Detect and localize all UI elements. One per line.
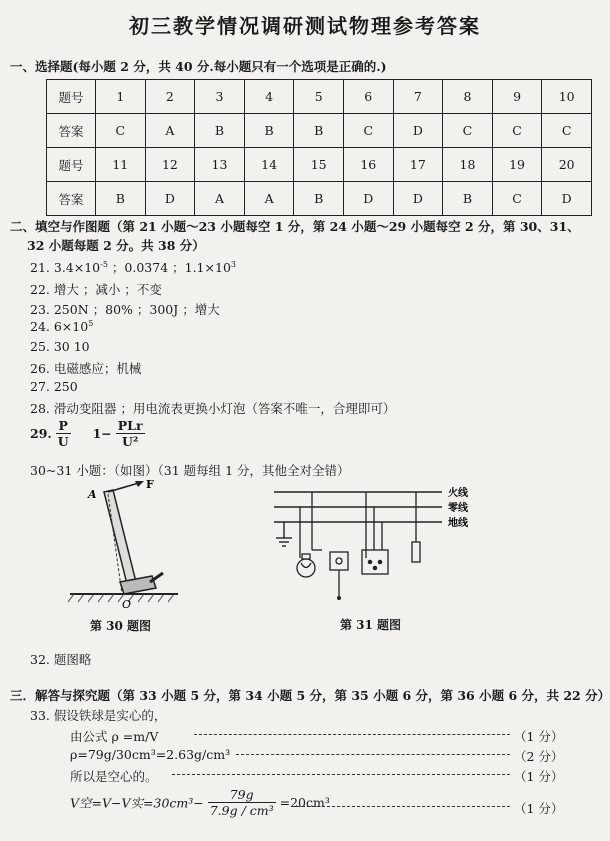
fraction-p-over-u xyxy=(56,418,71,449)
exponent: -5 xyxy=(100,259,108,269)
table-cell: 8 xyxy=(443,80,493,114)
score-label: （1 分） xyxy=(514,801,564,816)
table-cell: 10 xyxy=(542,80,592,114)
fuse-branch xyxy=(412,492,420,562)
answer-23: 23. 250N ；80% ；300J ；增大 xyxy=(30,302,220,317)
answer-32: 32. 题图略 xyxy=(30,652,92,667)
table-cell: A xyxy=(244,182,294,216)
denominator: 7.9g / cm³ xyxy=(209,803,274,818)
answer-33-intro: 33. 假设铁球是实心的， xyxy=(30,708,167,723)
answer-22: 22. 增大 ；减小 ；不变 xyxy=(30,282,162,297)
table-cell: C xyxy=(492,182,542,216)
row-label: 题号 xyxy=(47,80,96,114)
table-cell: 19 xyxy=(492,148,542,182)
earth-symbol-icon xyxy=(276,522,292,546)
denominator: U xyxy=(57,434,69,449)
score-label: （1 分） xyxy=(514,769,564,784)
table-cell: 4 xyxy=(244,80,294,114)
socket-box xyxy=(362,492,388,574)
row-label: 答案 xyxy=(47,114,96,148)
ground-hatching xyxy=(68,594,174,602)
dashed-leader xyxy=(236,754,510,755)
numerator: P xyxy=(56,418,71,434)
table-cell: 9 xyxy=(492,80,542,114)
solution-step-1 xyxy=(70,727,158,745)
table-cell: 18 xyxy=(443,148,493,182)
figure-30-caption: 第 30 题图 xyxy=(90,619,152,633)
row-label: 答案 xyxy=(47,182,96,216)
answer-text: 24. 6×10 xyxy=(30,319,89,335)
figure-31-circuit-diagram xyxy=(266,484,510,614)
table-cell: B xyxy=(195,114,245,148)
dashed-leader xyxy=(292,806,510,807)
lever-bar xyxy=(104,490,136,584)
table-cell: C xyxy=(343,114,393,148)
table-cell: 14 xyxy=(244,148,294,182)
table-cell: C xyxy=(542,114,592,148)
table-row xyxy=(47,114,592,148)
table-cell: 20 xyxy=(542,148,592,182)
exponent: 3 xyxy=(230,259,236,269)
table-cell: B xyxy=(443,182,493,216)
fraction-plr-over-u2 xyxy=(116,418,145,449)
answer-21 xyxy=(30,258,236,276)
table-cell: A xyxy=(195,182,245,216)
table-cell: 5 xyxy=(294,80,344,114)
fraction-mass-over-density xyxy=(208,787,276,818)
table-cell: 2 xyxy=(145,80,195,114)
answer-24 xyxy=(30,319,93,334)
table-cell: 11 xyxy=(96,148,146,182)
question-number: 29. xyxy=(30,426,52,441)
table-cell: D xyxy=(393,114,443,148)
table-cell: C xyxy=(96,114,146,148)
table-cell: B xyxy=(294,114,344,148)
choice-answer-table xyxy=(46,79,592,216)
question-number: 21. xyxy=(30,260,50,275)
step-text: 由公式 ρ =m/V xyxy=(70,729,159,744)
table-cell: 12 xyxy=(145,148,195,182)
table-row xyxy=(47,182,592,216)
formula-lead: 1− xyxy=(92,426,112,441)
table-cell: D xyxy=(393,182,443,216)
exponent: 5 xyxy=(88,319,94,328)
section2-heading: 二、填空与作图题（第 21 小题～23 小题每空 1 分，第 24 小题～29 小题每空 2 分，第 30、31、 xyxy=(10,219,580,234)
solution-step-4 xyxy=(70,787,330,823)
table-cell: 17 xyxy=(393,148,443,182)
table-cell: C xyxy=(492,114,542,148)
table-cell: 7 xyxy=(393,80,443,114)
score-label: （2 分） xyxy=(514,749,564,764)
figure-31-caption: 第 31 题图 xyxy=(340,618,402,632)
section3-heading: 三．解答与探究题（第 33 小题 5 分，第 34 小题 5 分，第 35 小题 6 分，第 36 小题 6 分，共 22 分） xyxy=(10,688,610,703)
dashed-leader xyxy=(194,734,510,735)
label-fire: 火线 xyxy=(448,488,468,499)
table-cell: C xyxy=(443,114,493,148)
solution-step-3: 所以是空心的。 xyxy=(70,769,158,784)
table-cell: B xyxy=(244,114,294,148)
table-cell: 13 xyxy=(195,148,245,182)
table-cell: A xyxy=(145,114,195,148)
answer-text: 3.4×10 xyxy=(53,260,101,275)
answer-25: 25. 30 10 xyxy=(30,339,90,354)
label-zero: 零线 xyxy=(448,503,468,514)
table-cell: 16 xyxy=(343,148,393,182)
answer-29 xyxy=(30,418,145,454)
formula-tail: =20cm³ xyxy=(279,795,330,810)
numerator: 79g xyxy=(208,787,276,803)
table-cell: 1 xyxy=(96,80,146,114)
table-row xyxy=(47,148,592,182)
numerator: PLr xyxy=(117,418,143,433)
score-label: （1 分） xyxy=(514,729,564,744)
table-cell: 3 xyxy=(195,80,245,114)
answer-30-31-note: 30~31 小题：（如图）（31 题每组 1 分，其他全对全错） xyxy=(30,463,350,478)
terminal-dot-icon xyxy=(337,596,341,600)
answer-text: ；0.0374 ；1.1×10 xyxy=(111,260,231,275)
dashed-leader xyxy=(172,774,510,775)
label-f: F xyxy=(146,478,154,491)
switch-box xyxy=(330,552,348,596)
row-label: 题号 xyxy=(47,148,96,182)
answer-27: 27. 250 xyxy=(30,379,78,394)
page-title: 初三教学情况调研测试物理参考答案 xyxy=(129,14,481,38)
solution-step-2: ρ=79g/30cm³=2.63g/cm³ xyxy=(70,747,231,762)
table-cell: D xyxy=(343,182,393,216)
denominator: U² xyxy=(121,434,139,449)
table-row xyxy=(47,80,592,114)
label-o: O xyxy=(122,598,132,611)
formula-lead: V空=V−V实=30cm³− xyxy=(70,795,204,811)
bulb-branch xyxy=(297,492,322,577)
answer-26: 26. 电磁感应；机械 xyxy=(30,361,142,376)
table-cell: B xyxy=(96,182,146,216)
section1-heading: 一、选择题(每小题 2 分，共 40 分.每小题只有一个选项是正确的.) xyxy=(10,59,387,74)
table-cell: D xyxy=(542,182,592,216)
table-cell: 15 xyxy=(294,148,344,182)
label-ground: 地线 xyxy=(448,518,468,529)
section2-heading-cont: 32 小题每题 2 分。共 38 分） xyxy=(27,238,205,253)
label-a: A xyxy=(88,488,97,501)
answer-28: 28. 滑动变阻器 ；用电流表更换小灯泡（答案不唯一，合理即可） xyxy=(30,401,396,416)
table-cell: B xyxy=(294,182,344,216)
table-cell: 6 xyxy=(343,80,393,114)
table-cell: D xyxy=(145,182,195,216)
figure-30-lever-diagram xyxy=(60,478,220,618)
